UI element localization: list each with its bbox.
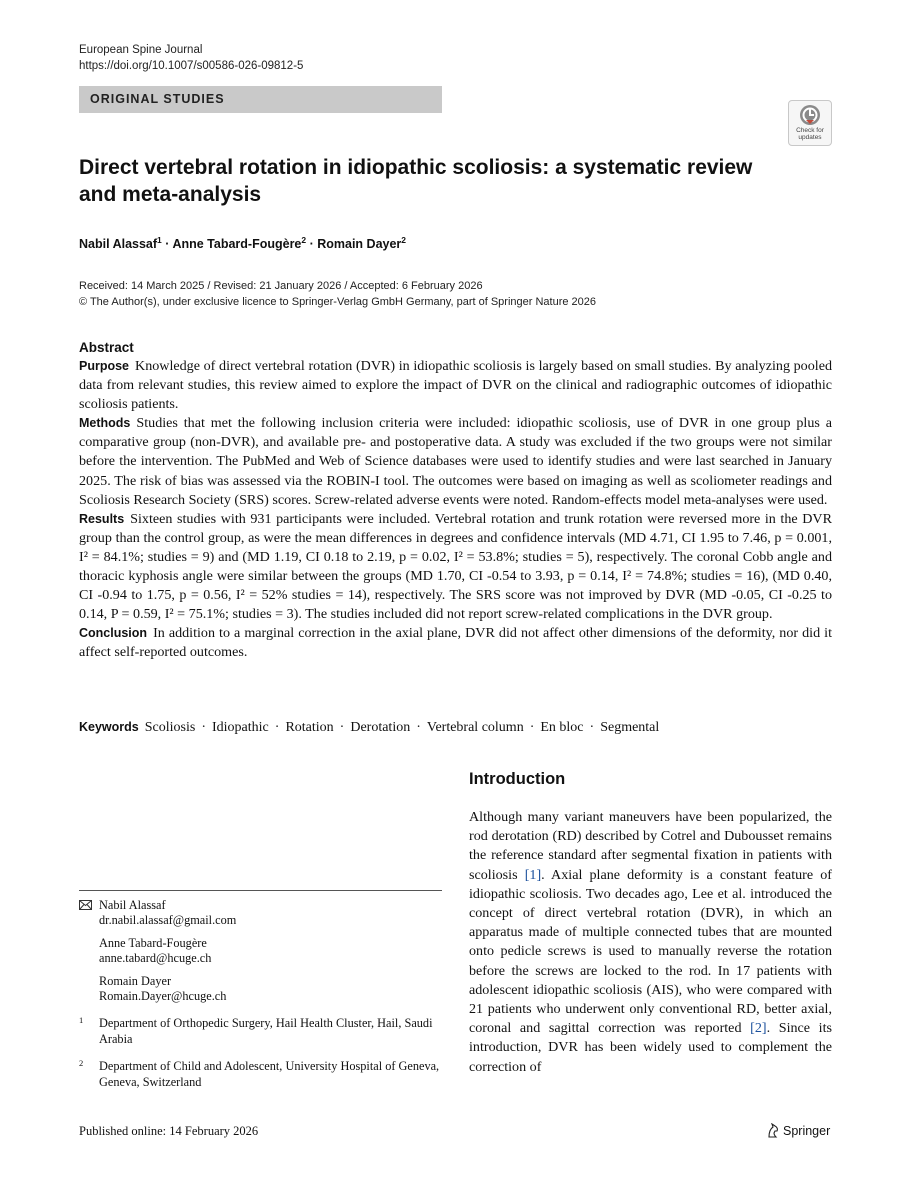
author-name[interactable]: Nabil Alassaf — [79, 237, 158, 252]
abstract — [79, 339, 832, 663]
conclusion-text: In addition to a marginal correction in the axial plane, DVR did not affect other dimensions of the deformity, nor did it affect self-reported outcomes. — [79, 625, 832, 661]
results-label: Results — [79, 511, 125, 526]
introduction-heading: Introduction — [469, 770, 566, 788]
purpose-text: Knowledge of direct vertebral rotation (DVR) in idiopathic scoliosis is largely based on small studies. By analyzing pooled data from relevant studies, this review aimed to explore the impact of DVR on the clinical and radiographic outcomes of idiopathic scoliosis patients. — [79, 358, 832, 413]
author-list: Nabil Alassaf$^1$ · Anne Tabard-Fougère$^2$ · Romain Dayer$^2$ — [79, 235, 407, 252]
article-dates: Received: 14 March 2025 / Revised: 21 January 2026 / Accepted: 6 February 2026 — [79, 280, 483, 292]
abstract-heading: Abstract — [79, 340, 134, 355]
methods-label: Methods — [79, 416, 131, 431]
contact-email[interactable]: dr.nabil.alassaf@gmail.com — [99, 913, 237, 928]
keyword[interactable]: Derotation — [350, 720, 411, 735]
contact-email[interactable]: anne.tabard@hcuge.ch — [99, 951, 212, 966]
journal-header — [79, 42, 303, 74]
check-for-updates-badge[interactable] — [788, 100, 832, 146]
contact-entry — [79, 898, 442, 929]
author-affiliation: 2 — [301, 235, 307, 245]
section-label: ORIGINAL STUDIES — [90, 92, 225, 106]
affiliation-text: Department of Child and Adolescent, University Hospital of Geneva, Geneva, Switzerland — [99, 1059, 440, 1089]
contact-entry — [79, 936, 442, 967]
journal-doi[interactable]: https://doi.org/10.1007/s00586-026-09812-5 — [79, 60, 304, 72]
author-name[interactable]: Anne Tabard-Fougère — [172, 237, 302, 252]
footnotes — [79, 898, 442, 1090]
author-affiliation: 2 — [401, 235, 407, 245]
keyword[interactable]: Vertebral column — [426, 720, 524, 735]
affiliation-number: 1 — [79, 1015, 84, 1026]
abstract-purpose — [79, 357, 832, 414]
journal-name: European Spine Journal — [79, 44, 203, 56]
results-text: Sixteen studies with 931 participants were included. Vertebral rotation and trunk rotation were reversed more in the DVR group than the control group, as were the mean differences in degrees and confidence intervals (MD 4.71, CI 1.95 to 7.46, p = 0.001, I² = 84.1%; studies = 9) and (MD 1.19, CI 0.18 to 2.19, p = 0.02, I² = 53.8%; studies = 5), respectively. The coronal Cobb angle and thoracic kyphosis angle were similar between the groups (MD 1.70, CI -0.54 to 3.93, p = 0.14, I² = 74.8%; studies = 16), (MD 0.40, CI -0.94 to 1.75, p = 0.56, I² = 52% studies = 14), respectively. The SRS score was not improved by DVR (MD -0.05, CI -0.25 to 0.14, P = 0.59, I² = 75.1%; studies = 3). The studies included did not report screw-related complications in the DVR group. — [79, 510, 832, 623]
check-updates-label: Check for updates — [796, 127, 824, 141]
contact-name: Romain Dayer — [99, 973, 172, 988]
article-history — [79, 278, 596, 310]
citation-link[interactable]: [2] — [750, 1020, 767, 1037]
check-updates-icon — [799, 104, 821, 126]
publisher-logo — [766, 1123, 830, 1138]
affiliation-text: Department of Orthopedic Surgery, Hail Health Cluster, Hail, Saudi Arabia — [99, 1016, 433, 1046]
copyright-line: © The Author(s), under exclusive licence to Springer-Verlag GmbH Germany, part of Springer Nature 2026 — [79, 296, 596, 308]
section-banner — [79, 86, 442, 113]
article-title: Direct vertebral rotation in idiopathic scoliosis: a systematic review and meta-analysis — [79, 156, 753, 206]
contact-entry — [79, 974, 442, 1005]
methods-text: Studies that met the following inclusion criteria were included: idiopathic scoliosis, use of DVR in one group plus a comparative group (non-DVR), and available pre- and postoperative data. A study was excluded if the two groups were not similar before the intervention. The PubMed and Web of Science databases were used to identify studies and were last searched in January 2025. The risk of bias was assessed via the ROBIN-I tool. The outcomes were based on imaging as well as scoliometer readings and Scoliosis Research Society (SRS) scores. Screw-related adverse events were noted. Random-effects model meta-analyses were used. — [79, 415, 832, 508]
keywords: Keywords Scoliosis · Idiopathic · Rotation · Derotation · Vertebral column · En bloc · Segmental — [79, 720, 660, 735]
conclusion-label: Conclusion — [79, 626, 148, 641]
keyword[interactable]: En bloc — [540, 720, 584, 735]
abstract-conclusion — [79, 624, 832, 662]
citation-link[interactable]: [1] — [524, 866, 542, 883]
keywords-label: Keywords — [79, 720, 139, 734]
footnote-divider — [79, 890, 442, 891]
affiliation-entry — [79, 1059, 442, 1090]
affiliation-number: 2 — [79, 1058, 84, 1069]
contact-name: Anne Tabard-Fougère — [99, 935, 207, 950]
contact-email[interactable]: Romain.Dayer@hcuge.ch — [99, 989, 227, 1004]
author-name[interactable]: Romain Dayer — [317, 237, 402, 252]
purpose-label: Purpose — [79, 359, 130, 373]
springer-horse-icon — [766, 1123, 780, 1138]
affiliation-entry — [79, 1016, 442, 1047]
abstract-results — [79, 510, 832, 625]
contact-name: Nabil Alassaf — [99, 898, 166, 912]
publisher-name: Springer — [783, 1124, 831, 1138]
introduction-paragraph: Although many variant maneuvers have been popularized, the rod derotation (RD) described by Cotrel and Dubousset remains the reference standard after segmental fixation in patients with scoliosis [1]. Axial plane deformity is a constant feature of idiopathic scoliosis. Two decades ago, Lee et al. introduced the concept of direct vertebral rotation (DVR), in which an apparatus made of multiple connected tubes that are mounted onto pedicle screws is used to manually reverse the rotation before the screws are locked to the rod. In 17 patients with adolescent idiopathic scoliosis (AIS), who were compared with 21 patients who underwent only conventional RD, better axial, coronal and sagittal correction was reported [2]. Since its introduction, DVR has been widely used to complement the correction of — [469, 809, 832, 1075]
keyword[interactable]: Idiopathic — [212, 720, 269, 735]
keyword[interactable]: Segmental — [600, 720, 660, 735]
keyword[interactable]: Scoliosis — [144, 720, 196, 735]
keyword[interactable]: Rotation — [285, 720, 334, 735]
author-affiliation: 1 — [157, 235, 162, 245]
published-date: Published online: 14 February 2026 — [79, 1124, 259, 1138]
abstract-methods — [79, 414, 832, 509]
mail-icon — [79, 900, 92, 910]
